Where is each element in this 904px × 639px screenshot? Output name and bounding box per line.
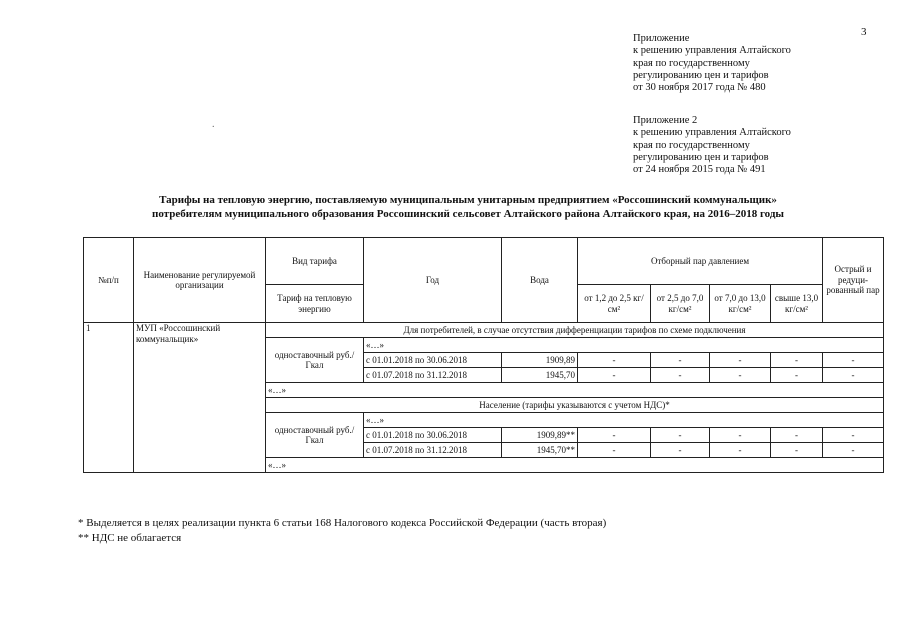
steam-1-cell: - [578, 353, 651, 368]
period-cell: с 01.01.2018 по 30.06.2018 [364, 353, 502, 368]
steam-4-cell: - [771, 353, 823, 368]
steam-2-cell: - [651, 368, 710, 383]
section-1-tariff-label: одноставочный руб./Гкал [266, 338, 364, 383]
section-1-after-ellipsis: «…» [266, 383, 884, 398]
appendix-1-line: края по государственному [633, 57, 750, 69]
steam-4-cell: - [771, 368, 823, 383]
steam-1-cell: - [578, 368, 651, 383]
steam-2-cell: - [651, 428, 710, 443]
appendix-1-line: регулированию цен и тарифов [633, 69, 769, 81]
steam-3-cell: - [710, 428, 771, 443]
row-number: 1 [84, 323, 134, 473]
period-cell: с 01.01.2018 по 30.06.2018 [364, 428, 502, 443]
section-2-tariff-label: одноставочный руб./Гкал [266, 413, 364, 458]
header-num: №п/п [84, 238, 134, 323]
appendix-note-2 [633, 115, 791, 176]
steam-3-cell: - [710, 368, 771, 383]
steam-4-cell: - [771, 443, 823, 458]
stray-mark: . [212, 119, 215, 130]
steam-1-cell: - [578, 428, 651, 443]
tariff-table [83, 237, 884, 473]
section-1-title: Для потребителей, в случае отсутствия дифференциации тарифов по схеме подключения [266, 323, 884, 338]
water-cell: 1909,89** [502, 428, 578, 443]
header-steam-4: свыше 13,0 кг/см² [771, 285, 823, 323]
header-tariff-type: Вид тарифа [266, 238, 364, 285]
appendix-1-line: от 30 ноября 2017 года № 480 [633, 82, 766, 94]
header-steam: Отборный пар давлением [578, 238, 823, 285]
title-line-2: потребителям муниципального образования Россошинский сельсовет Алтайского района Алтайского края, на 2016–2018 годы [151, 207, 785, 220]
appendix-2-line: Приложение 2 [633, 115, 698, 126]
water-cell: 1909,89 [502, 353, 578, 368]
footnote-2: ** НДС не облагается [78, 531, 182, 544]
live-steam-cell: - [823, 428, 884, 443]
appendix-2-line: от 24 ноября 2015 года № 491 [633, 164, 766, 176]
header-org: Наименование регулируемой организации [134, 238, 266, 323]
org-name: МУП «Россошинский коммунальщик» [134, 323, 266, 473]
period-cell: с 01.07.2018 по 31.12.2018 [364, 368, 502, 383]
header-steam-3: от 7,0 до 13,0 кг/см² [710, 285, 771, 323]
section-2-inner-ellipsis: «…» [364, 413, 884, 428]
water-cell: 1945,70 [502, 368, 578, 383]
steam-3-cell: - [710, 353, 771, 368]
section-2-title: Население (тарифы указываются с учетом НДС)* [266, 398, 884, 413]
header-steam-2: от 2,5 до 7,0 кг/см² [651, 285, 710, 323]
section-2-after-ellipsis: «…» [266, 458, 884, 473]
live-steam-cell: - [823, 353, 884, 368]
page-number: 3 [861, 26, 867, 38]
appendix-1-line: к решению управления Алтайского [633, 45, 791, 57]
period-cell: с 01.07.2018 по 31.12.2018 [364, 443, 502, 458]
header-tariff-sub: Тариф на тепловую энергию [266, 285, 364, 323]
document-title [50, 194, 886, 221]
header-steam-1: от 1,2 до 2,5 кг/см² [578, 285, 651, 323]
steam-2-cell: - [651, 353, 710, 368]
header-year: Год [364, 238, 502, 323]
steam-4-cell: - [771, 428, 823, 443]
appendix-2-line: к решению управления Алтайского [633, 127, 791, 139]
steam-1-cell: - [578, 443, 651, 458]
header-water: Вода [502, 238, 578, 323]
title-line-1: Тарифы на тепловую энергию, поставляемую муниципальным унитарным предприятием «Россошинский коммунальщик» [159, 194, 777, 206]
appendix-2-line: края по государственному [633, 139, 750, 151]
section-1-inner-ellipsis: «…» [364, 338, 884, 353]
appendix-1-line: Приложение [633, 33, 690, 44]
live-steam-cell: - [823, 443, 884, 458]
header-live-steam: Острый и редуци-рованный пар [823, 238, 884, 323]
footnotes [78, 516, 606, 545]
water-cell: 1945,70** [502, 443, 578, 458]
appendix-note-1 [633, 33, 791, 94]
steam-3-cell: - [710, 443, 771, 458]
steam-2-cell: - [651, 443, 710, 458]
appendix-2-line: регулированию цен и тарифов [633, 151, 769, 163]
footnote-1: * Выделяется в целях реализации пункта 6 статьи 168 Налогового кодекса Российской Федерации (часть вторая) [78, 517, 607, 529]
live-steam-cell: - [823, 368, 884, 383]
